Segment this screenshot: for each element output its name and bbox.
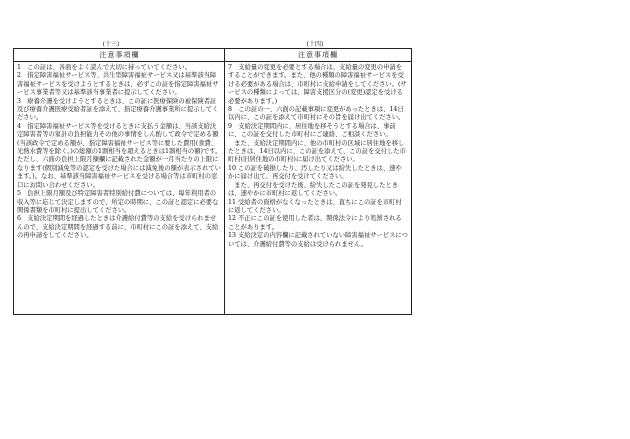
right-notice-panel [224, 48, 412, 315]
notice-paragraph: 12 不正にこの証を使用した者は、関係法令により処罰されることがあります。 [228, 215, 402, 231]
left-panel-body [14, 62, 225, 241]
notice-paragraph: 11 受給者の資格がなくなったときは、直ちにこの証を市町村に返してください。 [228, 198, 402, 214]
right-panel-body [225, 62, 411, 249]
notice-paragraph: 2 指定障害福祉サービス等、共生型障害福祉サービス又は基準該当障害福祉サービスを受けようとするときは、必ずこの証を指定障害福祉サービス事業者等又は基準該当事業者に提示してください。 [17, 72, 219, 97]
notice-paragraph: 1 この証は、各面をよく読んで大切に持っていてください。 [17, 64, 192, 71]
notice-paragraph: 13 支給決定の内容欄に記載されていない障害福祉サービスについては、介護給付費等の支給は受けられません。 [228, 232, 408, 248]
right-panel-header: 注意事項欄 [225, 49, 411, 62]
notice-paragraph: また、支給決定期間内に、他の市町村の区域に居住地を移したときは、14日以内に、この証を添えて、この証を交付した市町村(旧居住地の市町村)に届け出てください。 [228, 139, 406, 164]
right-page-label: (十四) [306, 41, 324, 48]
notice-paragraph: 7 支給量の変更を必要とする場合は、支給量の変更の申請をすることができます。また、他の種類の障害福祉サービスを受ける必要がある場合は、市町村に支給申請をしてください。(サービスの種類によっては、障害支援区分の(変更)認定を受ける必要があります。) [228, 64, 407, 105]
notice-paragraph: また、再交付を受けた後、紛失したこの証を発見したときは、速やかに市町村に返してください。 [228, 181, 399, 198]
notice-paragraph: 9 支給決定期間内に、居住地を移そうとする場合は、事前に、この証を交付した市町村にご連絡、ご相談ください。 [228, 122, 396, 139]
notice-paragraph: 8 この証の一、六面の記載事項に変更があったときは、14日以内に、この証を添えて市町村にその旨を届け出てください。 [228, 106, 405, 122]
left-page-label: (十三) [102, 41, 120, 48]
left-notice-panel [13, 48, 226, 315]
notice-paragraph: 3 療養介護を受けようとするときは、この証に医療保険の被保険者証及び療養介護医療受給者証を添えて、指定療養介護事業所に提示してください。 [17, 97, 219, 122]
notice-paragraph: 5 負担上限月額及び特定障害者特別給付費については、毎年利用者の収入等に応じて決定しますので、所定の時期に、この証と認定に必要な関係書類を市町村に提出してください。 [17, 190, 219, 214]
notice-paragraph: 4 指定障害福祉サービス等を受けるときに支払う金額は、当該支給決定障害者等の家計の負担能力その他の事情をしん酌して政令で定める額(当該政令で定める額が、指定障害福祉サービス等に要した費用(食費、光熱水費等を除く。)の総額の1割相当を超えるときは1割相当の額)です。ただし、六面の負担上限月額欄に記載された金額が一月当たりの上限になります(個別減免等の認定を受けた場合には減免後の額が表示されています。)。なお、基準該当障害福祉サービスを受ける場合等は市町村の窓口にお問い合わせください。 [17, 122, 222, 189]
notice-paragraph: 6 支給決定期間を経過したときは介護給付費等の支給を受けられませんので、支給決定期間を経過する前に、市町村にこの証を添えて、支給の再申請をしてください。 [17, 215, 219, 240]
left-panel-header: 注意事項欄 [14, 49, 225, 62]
notice-paragraph: 10 この証を破損したり、汚したり又は紛失したときは、速やかに届け出て、再交付を受けてください。 [228, 164, 402, 181]
